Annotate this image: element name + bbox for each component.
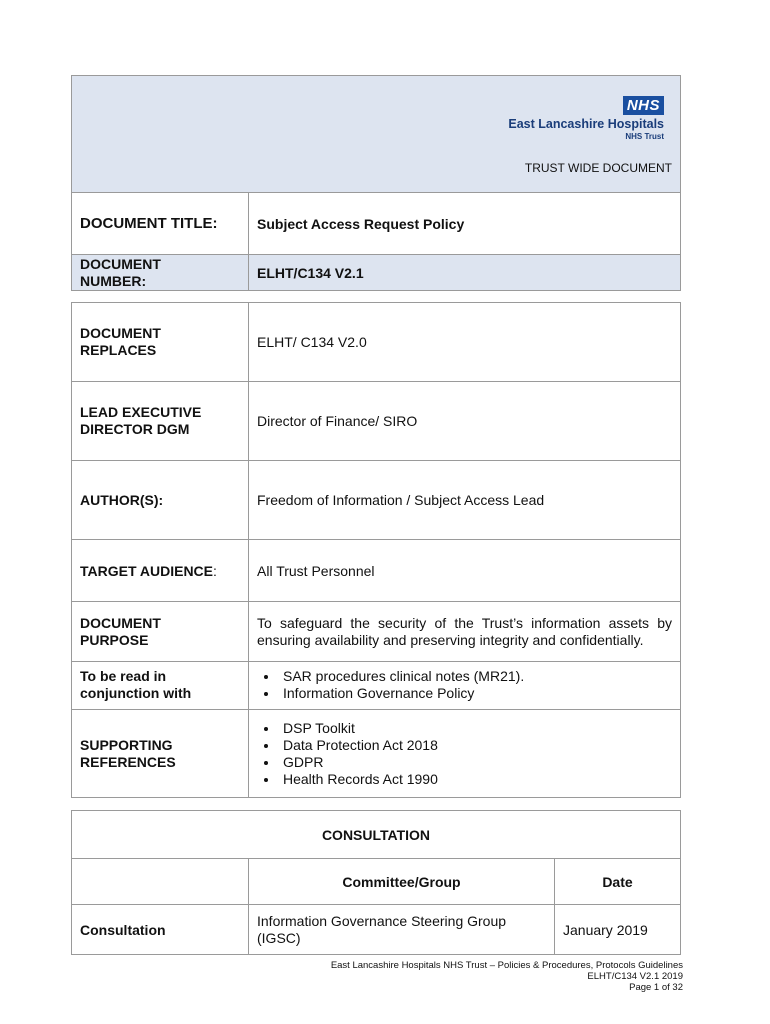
document-header-table [71,75,681,291]
doc-scope: TRUST WIDE DOCUMENT [524,161,672,175]
committee-column-header: Committee/Group [249,859,555,905]
audience-value: All Trust Personnel [249,540,681,602]
references-list-cell [249,710,681,798]
conjunction-label-line1: To be read in [80,668,167,684]
nhs-logo [508,96,664,142]
reference-item: • GDPR [279,754,672,771]
lead-director-value: Director of Finance/ SIRO [249,382,681,461]
references-label-line1: SUPPORTING [80,736,173,753]
replaces-label [72,303,249,382]
number-label-line1: DOCUMENT [80,255,161,272]
author-value: Freedom of Information / Subject Access Lead [249,461,681,540]
number-label-line2: NUMBER: [80,272,147,289]
consultation-table [71,810,681,955]
consultation-committee: Information Governance Steering Group (IGSC) [249,905,555,955]
purpose-label-line2: PURPOSE [80,631,149,648]
number-value: ELHT/C134 V2.1 [249,255,681,291]
consultation-date: January 2019 [555,905,681,955]
consultation-header-empty [72,859,249,905]
number-label [72,255,249,291]
conjunction-item: • SAR procedures clinical notes (MR21). [279,668,672,685]
logo-org-sub: NHS Trust [625,132,664,141]
references-label [72,710,249,798]
lead-director-label [72,382,249,461]
conjunction-list-cell [249,662,681,710]
logo-org-name: East Lancashire Hospitals [508,117,664,131]
references-label-line2: REFERENCES [80,753,176,770]
references-list [257,720,672,788]
conjunction-label-line2: conjunction with [80,685,192,701]
conjunction-list [257,668,672,702]
conjunction-item: • Information Governance Policy [279,685,672,702]
footer-page-number: Page 1 of 32 [629,982,683,993]
replaces-label-line2: REPLACES [80,342,157,358]
reference-item: • Health Records Act 1990 [279,771,672,788]
title-label: DOCUMENT TITLE: [72,193,249,255]
document-details-table [71,302,681,798]
audience-label-text: TARGET AUDIENCE [80,562,213,579]
conjunction-label [72,662,249,710]
consultation-row-label: Consultation [72,905,249,955]
replaces-label-line1: DOCUMENT [80,325,161,341]
audience-label [72,540,249,602]
page-footer [331,960,683,993]
date-column-header: Date [555,859,681,905]
nhs-badge: NHS [623,96,664,115]
purpose-value: To safeguard the security of the Trust’s information assets by ensuring availability and preserving integrity and confidentially. [249,602,681,662]
purpose-label-line1: DOCUMENT [80,614,161,631]
lead-label-line2: DIRECTOR DGM [80,421,190,437]
replaces-value: ELHT/ C134 V2.0 [249,303,681,382]
purpose-label [72,602,249,662]
consultation-heading: CONSULTATION [72,811,681,859]
audience-label-colon: : [213,562,217,579]
footer-line1: East Lancashire Hospitals NHS Trust – Policies & Procedures, Protocols Guidelines [330,960,683,971]
reference-item: • Data Protection Act 2018 [279,737,672,754]
reference-item: • DSP Toolkit [279,720,672,737]
header-cell [72,76,681,193]
author-label: AUTHOR(S): [72,461,249,540]
footer-line2: ELHT/C134 V2.1 2019 [587,971,683,982]
title-value: Subject Access Request Policy [249,193,681,255]
lead-label-line1: LEAD EXECUTIVE [80,404,202,420]
